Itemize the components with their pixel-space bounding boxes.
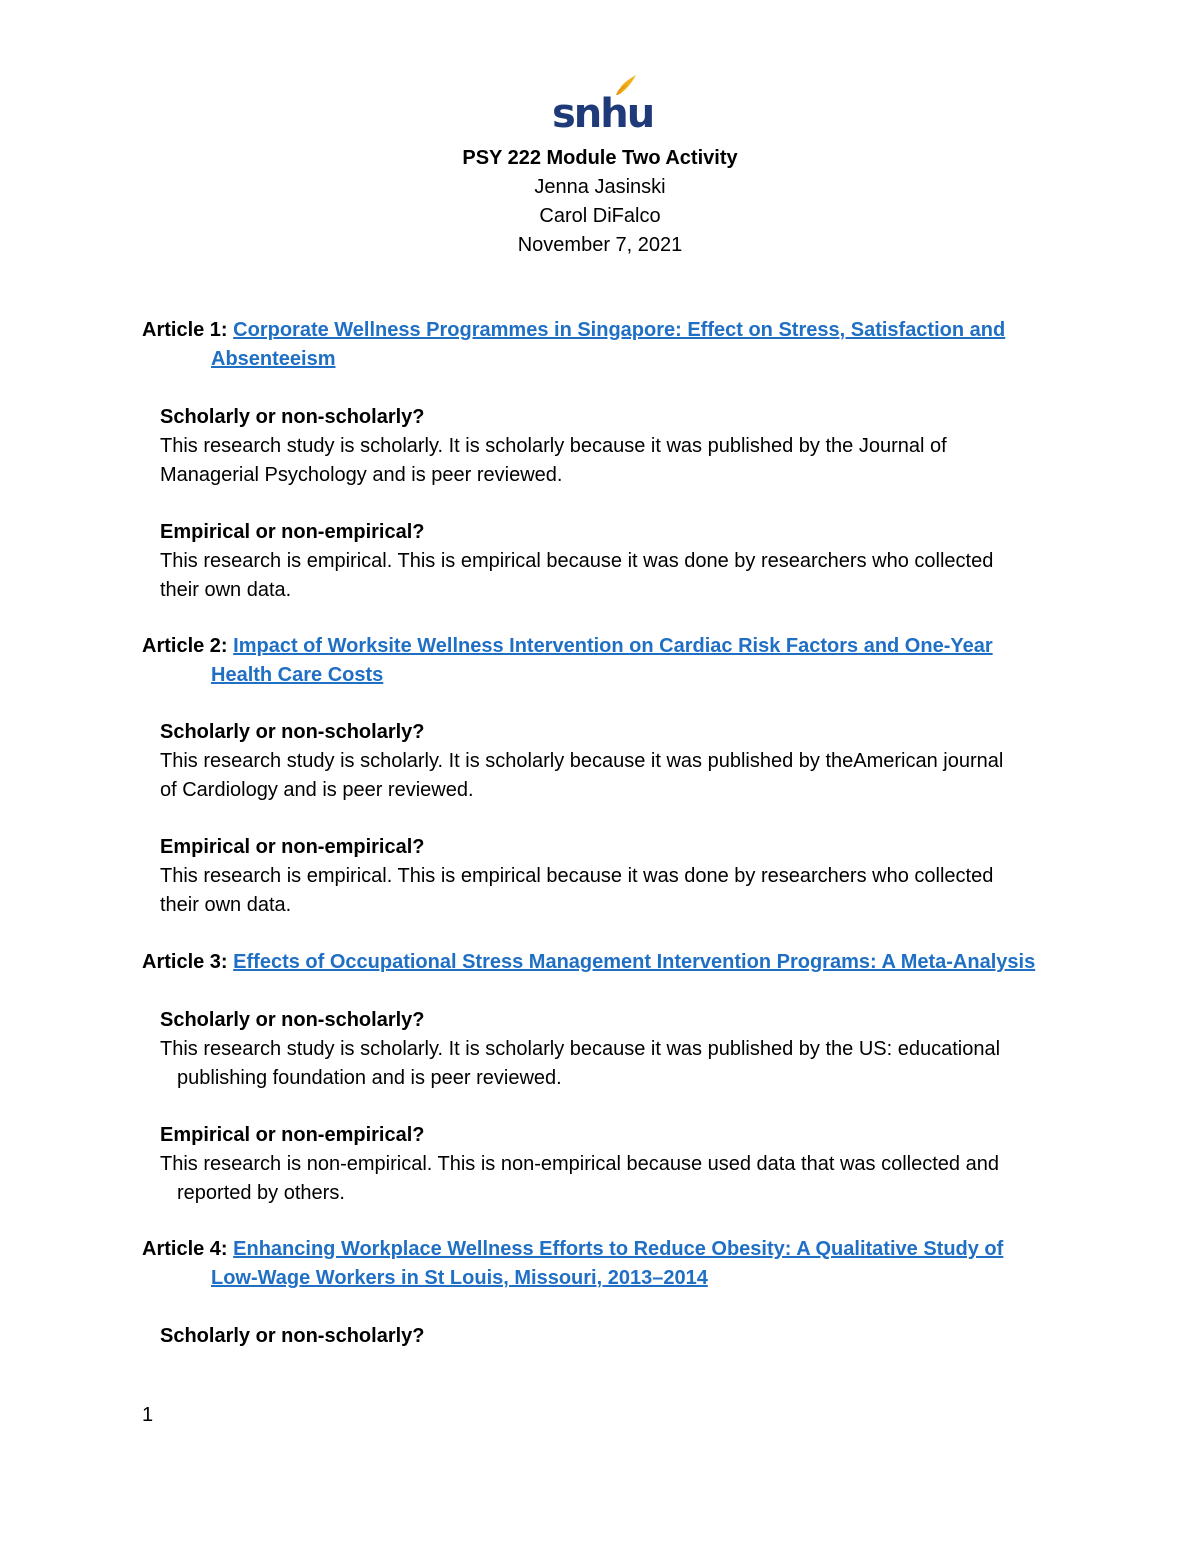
title-block — [0, 144, 1200, 260]
empirical-answer: This research is non-empirical. This is non-empirical because used data that was collected and reported by others. — [160, 1153, 999, 1204]
empirical-answer: This research is empirical. This is empirical because it was done by researchers who collected their own data. — [160, 865, 994, 916]
instructor-name: Carol DiFalco — [539, 205, 661, 227]
article-3-link[interactable]: Effects of Occupational Stress Management Intervention Programs: A Meta-Analysis — [233, 951, 1036, 973]
scholarly-answer: This research study is scholarly. It is scholarly because it was published by theAmerican journal of Cardiology and is peer reviewed. — [160, 750, 1004, 801]
document-title: PSY 222 Module Two Activity — [462, 147, 738, 169]
logo-wordmark: snhu — [552, 91, 654, 137]
scholarly-answer: This research study is scholarly. It is scholarly because it was published by the US: educational publishing foundation and is peer reviewed. — [160, 1038, 1001, 1089]
article-label: Article 2: — [142, 635, 228, 657]
empirical-question: Empirical or non-empirical? — [160, 836, 425, 858]
snhu-logo — [552, 74, 654, 137]
scholarly-question: Scholarly or non-scholarly? — [160, 406, 425, 428]
article-4-link[interactable]: Enhancing Workplace Wellness Efforts to Reduce Obesity: A Qualitative Study of Low-Wage Workers in St Louis, Missouri, 2013–2014 — [211, 1238, 1004, 1289]
empirical-question: Empirical or non-empirical? — [160, 1124, 425, 1146]
article-label: Article 4: — [142, 1238, 228, 1260]
article-2-heading — [142, 632, 1062, 690]
author-name: Jenna Jasinski — [534, 176, 666, 198]
empirical-question: Empirical or non-empirical? — [160, 521, 425, 543]
article-3-heading — [142, 948, 1062, 977]
article-label: Article 3: — [142, 951, 228, 973]
scholarly-question: Scholarly or non-scholarly? — [160, 721, 425, 743]
scholarly-question: Scholarly or non-scholarly? — [160, 1325, 425, 1347]
page-number: 1 — [142, 1404, 154, 1426]
scholarly-question: Scholarly or non-scholarly? — [160, 1009, 425, 1031]
empirical-answer: This research is empirical. This is empirical because it was done by researchers who collected their own data. — [160, 550, 994, 601]
article-1-heading — [142, 316, 1062, 374]
article-label: Article 1: — [142, 319, 228, 341]
article-4-heading — [142, 1235, 1062, 1293]
article-1-link[interactable]: Corporate Wellness Programmes in Singapore: Effect on Stress, Satisfaction and Absenteeism — [211, 319, 1006, 370]
article-2-link[interactable]: Impact of Worksite Wellness Intervention on Cardiac Risk Factors and One-Year Health Care Costs — [211, 635, 993, 686]
scholarly-answer: This research study is scholarly. It is scholarly because it was published by the Journal of Managerial Psychology and is peer reviewed. — [160, 435, 947, 486]
document-date: November 7, 2021 — [517, 234, 683, 256]
